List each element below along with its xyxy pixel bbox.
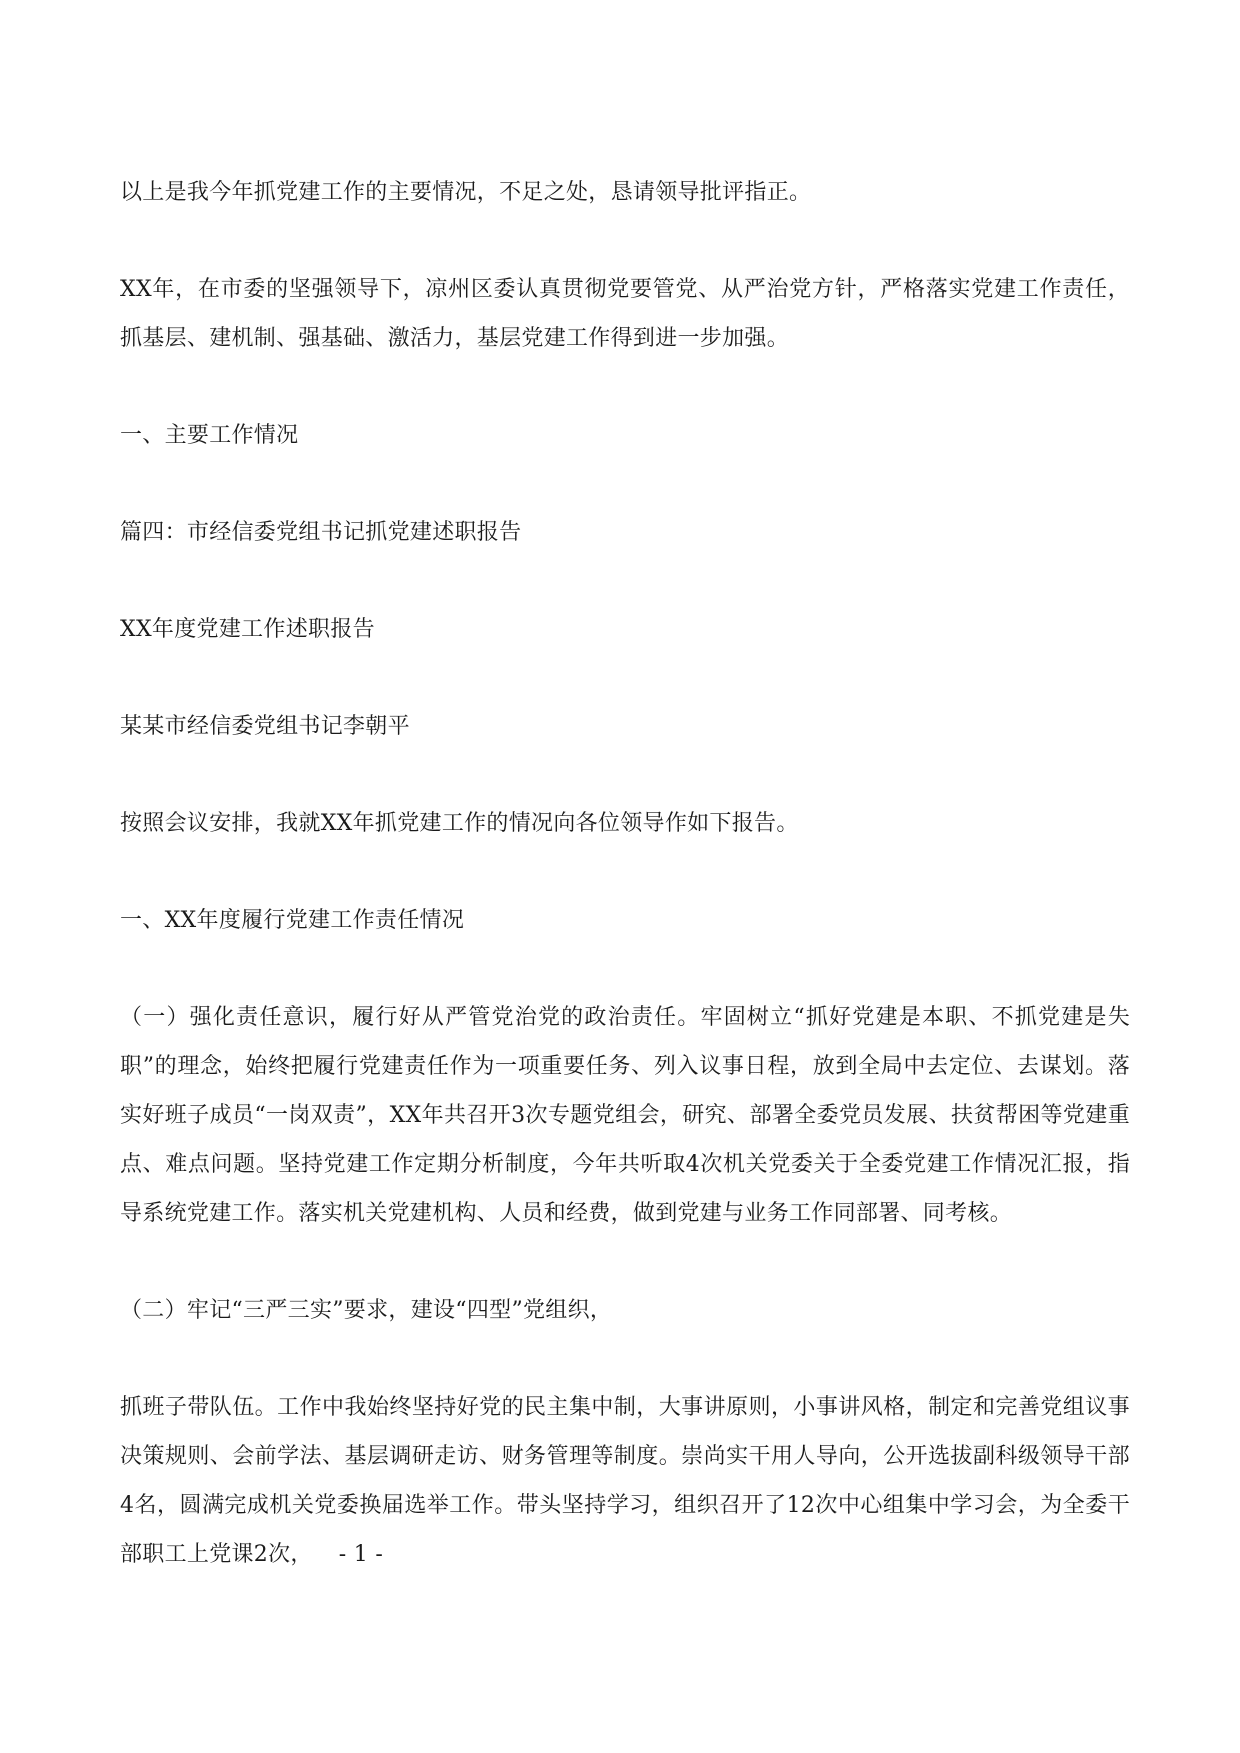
paragraph-team-building — [120, 1383, 1130, 1579]
paragraph-team-building-text: 抓班子带队伍。工作中我始终坚持好党的民主集中制，大事讲原则，小事讲风格，制定和完善党组议事决策规则、会前学法、基层调研走访、财务管理等制度。崇尚实干用人导向，公开选拔副科级领导干部4名，圆满完成机关党委换届选举工作。带头坚持学习，组织召开了12次中心组集中学习会，为全委干部职工上党课2次， — [120, 1395, 1130, 1567]
paragraph-opening: 按照会议安排，我就XX年抓党建工作的情况向各位领导作如下报告。 — [120, 811, 799, 836]
report-author: 某某市经信委党组书记李朝平 — [120, 714, 410, 739]
section-heading-main-work: 一、主要工作情况 — [120, 423, 299, 448]
article-title: 篇四：市经信委党组书记抓党建述职报告 — [120, 520, 522, 545]
page-number: - 1 - — [338, 1542, 384, 1567]
section-heading-responsibility: 一、XX年度履行党建工作责任情况 — [120, 908, 465, 933]
paragraph-intro: XX年，在市委的坚强领导下，凉州区委认真贯彻党要管党、从严治党方针，严格落实党建工作责任，抓基层、建机制、强基础、激活力，基层党建工作得到进一步加强。 — [120, 277, 1130, 351]
paragraph-closing-remark: 以上是我今年抓党建工作的主要情况，不足之处，恳请领导批评指正。 — [120, 180, 812, 205]
report-title: XX年度党建工作述职报告 — [120, 617, 375, 642]
paragraph-section-one: （一）强化责任意识，履行好从严管党治党的政治责任。牢固树立“抓好党建是本职、不抓党建是失职”的理念，始终把履行党建责任作为一项重要任务、列入议事日程，放到全局中去定位、去谋划。落实好班子成员“一岗双责”，XX年共召开3次专题党组会，研究、部署全委党员发展、扶贫帮困等党建重点、难点问题。坚持党建工作定期分析制度，今年共听取4次机关党委关于全委党建工作情况汇报，指导系统党建工作。落实机关党建机构、人员和经费，做到党建与业务工作同部署、同考核。 — [120, 1005, 1130, 1226]
paragraph-section-two-heading: （二）牢记“三严三实”要求，建设“四型”党组织， — [120, 1298, 613, 1323]
document-body — [120, 168, 1130, 1579]
